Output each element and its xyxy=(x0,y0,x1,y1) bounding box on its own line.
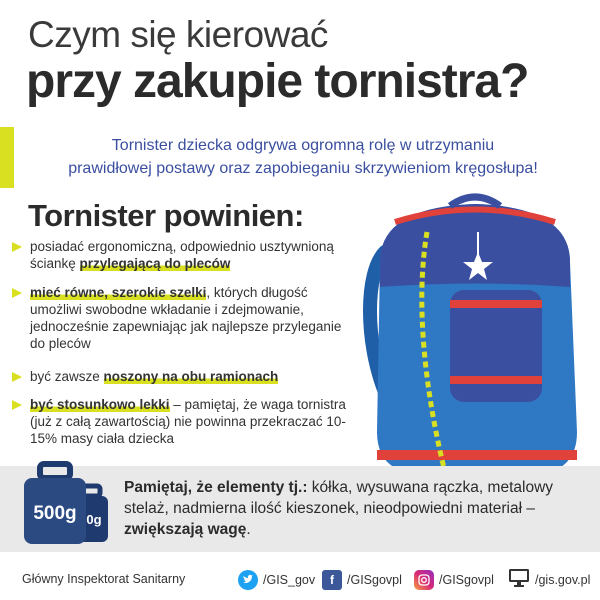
bullet-triangle-icon xyxy=(12,372,22,382)
title-line-1: Czym się kierować xyxy=(28,14,328,55)
instagram-link[interactable] xyxy=(414,569,494,591)
bullet-text xyxy=(30,396,360,447)
twitter-link[interactable] xyxy=(238,569,315,591)
section-title: Tornister powinien: xyxy=(28,198,304,233)
bullet-triangle-icon xyxy=(12,288,22,298)
bullet-text-highlight: noszony na obu ramionach xyxy=(103,369,279,384)
intro-line-2: prawidłowej postawy oraz zapobieganiu skrzywieniom kręgosłupa! xyxy=(68,160,538,177)
reminder-tail: zwiększają wagę xyxy=(124,521,247,538)
weight-big-label: 500g xyxy=(33,503,77,524)
title-line-2: przy zakupie tornistra? xyxy=(26,55,529,108)
footer-org-name: Główny Inspektorat Sanitarny xyxy=(22,572,186,586)
facebook-link[interactable] xyxy=(322,569,402,591)
instagram-icon xyxy=(414,570,434,590)
reminder-text xyxy=(124,477,584,540)
bullet-triangle-icon xyxy=(12,400,22,410)
bullet-text-pre: posiadać ergonomiczną, odpowiednio usztywnioną ściankę xyxy=(30,239,334,271)
facebook-icon: f xyxy=(322,570,342,590)
bullet-text-post: – pamiętaj, że waga tornistra (już z całą zawartością) nie powinna przekraczać 10-15% masy ciała dziecka xyxy=(30,397,346,446)
bullet-text-highlight: być stosunkowo lekki xyxy=(30,397,170,412)
weight-small-label: 0g xyxy=(86,512,102,527)
reminder-end: . xyxy=(246,521,251,538)
twitter-label: /GIS_gov xyxy=(263,573,316,587)
weight-icon xyxy=(18,458,118,548)
reminder-body: kółka, wysuwana rączka, metalowy stelaż, nadmierna ilość kieszonek, nieodpowiedni materiał – xyxy=(124,479,554,517)
facebook-label: /GISgovpl xyxy=(347,573,402,587)
website-link[interactable] xyxy=(508,569,590,591)
intro-text xyxy=(18,134,588,180)
instagram-label: /GISgovpl xyxy=(439,573,494,587)
monitor-icon xyxy=(508,568,530,593)
bullet-text-post: , których długość umożliwi swobodne wkładanie i zdejmowanie, jednocześnie zapewniając jak najlepsze przyleganie do pleców xyxy=(30,285,342,351)
reminder-lead: Pamiętaj, że elementy tj.: xyxy=(124,479,308,496)
bullet-text-pre: być zawsze xyxy=(30,369,104,384)
bullet-triangle-icon xyxy=(12,242,22,252)
bullet-text xyxy=(30,238,360,272)
bullet-text xyxy=(30,284,360,352)
footer xyxy=(0,560,600,600)
website-label: /gis.gov.pl xyxy=(535,573,591,587)
twitter-icon xyxy=(238,570,258,590)
bullet-text-highlight: przylegającą do pleców xyxy=(79,256,231,271)
bullet-text xyxy=(30,368,360,385)
intro-band xyxy=(0,127,600,188)
bullet-text-highlight: mieć równe, szerokie szelki xyxy=(30,285,207,300)
intro-line-1: Tornister dziecka odgrywa ogromną rolę w utrzymaniu xyxy=(111,137,495,154)
backpack-illustration xyxy=(355,192,600,484)
